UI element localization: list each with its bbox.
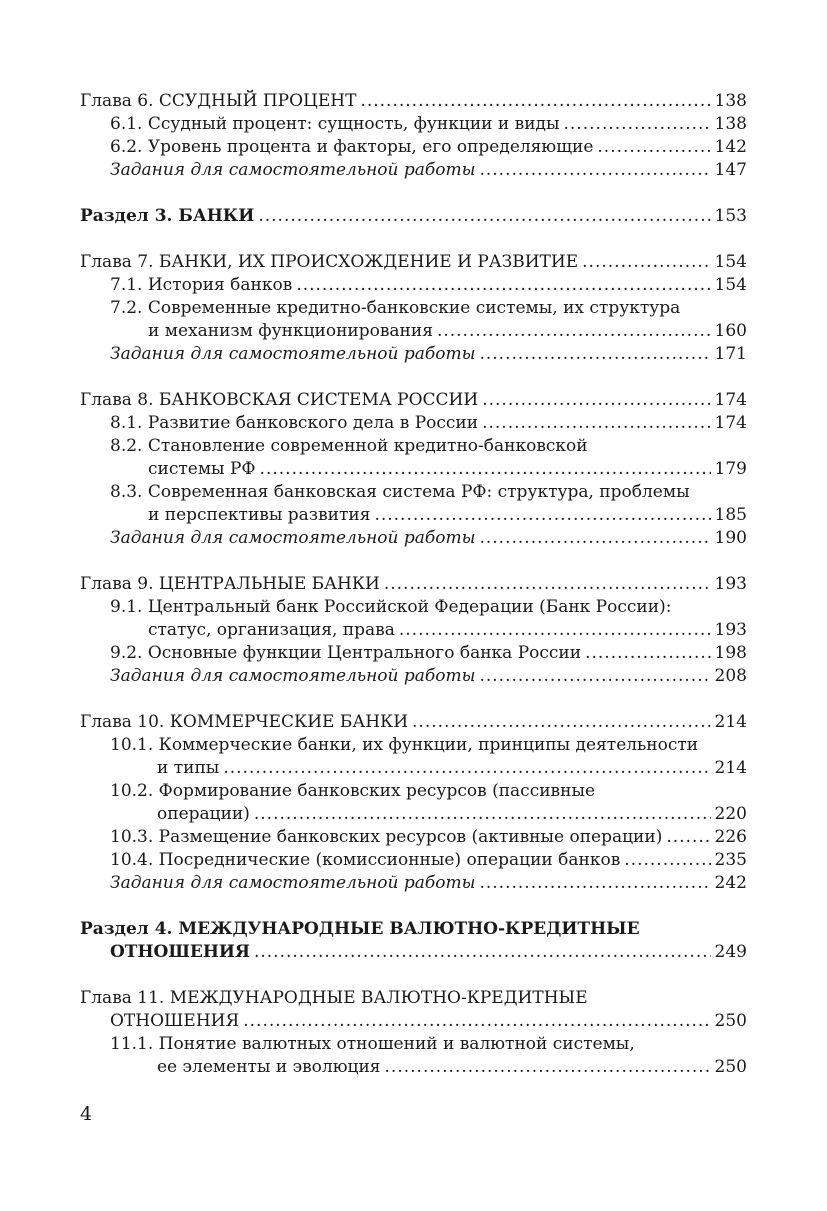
toc-page: 147 <box>714 160 747 180</box>
page-number: 4 <box>80 1103 93 1125</box>
dot-leader <box>666 826 710 849</box>
toc-title: 8.1. Развитие банковского дела в России <box>110 413 479 433</box>
toc-chapter-11-line1[interactable] <box>80 987 747 1010</box>
dot-leader <box>384 573 711 596</box>
dot-leader <box>243 1010 710 1033</box>
toc-page: 154 <box>714 252 747 272</box>
toc-part-4-line1[interactable] <box>80 918 747 941</box>
toc-page: 185 <box>714 505 747 525</box>
toc-title: Глава 7. БАНКИ, ИХ ПРОИСХОЖДЕНИЕ И РАЗВИТИЕ <box>80 252 579 272</box>
toc-section-8-2-line1[interactable] <box>80 435 747 458</box>
spacer <box>80 688 747 711</box>
toc-title: Раздел 3. БАНКИ <box>80 206 255 226</box>
toc-title: и механизм функционирования <box>148 321 433 341</box>
dot-leader <box>479 665 710 688</box>
toc-title: 10.2. Формирование банковских ресурсов (пассивные <box>110 781 596 801</box>
toc-page: 249 <box>714 942 747 962</box>
toc-section-11-1-line2[interactable] <box>80 1056 747 1079</box>
toc-exercises-10[interactable] <box>80 872 747 895</box>
dot-leader <box>254 941 711 964</box>
dot-leader <box>412 711 711 734</box>
toc-page: 193 <box>714 574 747 594</box>
toc-exercises-6[interactable] <box>80 159 747 182</box>
toc-title: системы РФ <box>148 459 256 479</box>
toc-section-10-3[interactable] <box>80 826 747 849</box>
spacer <box>80 228 747 251</box>
toc-title: и перспективы развития <box>148 505 371 525</box>
dot-leader <box>479 872 710 895</box>
toc-section-8-3-line2[interactable] <box>80 504 747 527</box>
toc-page: 190 <box>714 528 747 548</box>
toc-section-11-1-line1[interactable] <box>80 1033 747 1056</box>
dot-leader <box>479 343 710 366</box>
dot-leader <box>360 90 710 113</box>
toc-title: Глава 11. МЕЖДУНАРОДНЫЕ ВАЛЮТНО-КРЕДИТНЫЕ <box>80 988 588 1008</box>
toc-part-3[interactable] <box>80 205 747 228</box>
dot-leader <box>385 1056 711 1079</box>
toc-page: 160 <box>714 321 747 341</box>
toc-title: статус, организация, права <box>148 620 395 640</box>
toc-title: 7.2. Современные кредитно-банковские системы, их структура <box>110 298 681 318</box>
toc-chapter-8[interactable] <box>80 389 747 412</box>
toc-exercises-8[interactable] <box>80 527 747 550</box>
dot-leader <box>624 849 710 872</box>
toc-page: 193 <box>714 620 747 640</box>
spacer <box>80 964 747 987</box>
toc-title: ОТНОШЕНИЯ <box>110 1011 240 1031</box>
dot-leader <box>223 757 710 780</box>
dot-leader <box>374 504 710 527</box>
toc-part-4-line2[interactable] <box>80 941 747 964</box>
toc-title: Задания для самостоятельной работы <box>110 160 476 180</box>
toc-section-8-3-line1[interactable] <box>80 481 747 504</box>
dot-leader <box>437 320 711 343</box>
toc-title: ОТНОШЕНИЯ <box>110 942 250 962</box>
toc-chapter-9[interactable] <box>80 573 747 596</box>
toc-section-9-1-line2[interactable] <box>80 619 747 642</box>
toc-section-10-2-line2[interactable] <box>80 803 747 826</box>
toc-title: Глава 9. ЦЕНТРАЛЬНЫЕ БАНКИ <box>80 574 380 594</box>
dot-leader <box>258 205 710 228</box>
dot-leader <box>582 251 710 274</box>
dot-leader <box>479 527 710 550</box>
toc-page: 154 <box>714 275 747 295</box>
toc-page: 242 <box>714 873 747 893</box>
toc-title: 8.3. Современная банковская система РФ: структура, проблемы <box>110 482 690 502</box>
toc-title: 9.2. Основные функции Центрального банка России <box>110 643 582 663</box>
dot-leader <box>479 159 710 182</box>
toc-page: 208 <box>714 666 747 686</box>
toc-section-10-2-line1[interactable] <box>80 780 747 803</box>
toc-section-7-2-line2[interactable] <box>80 320 747 343</box>
toc-section-10-4[interactable] <box>80 849 747 872</box>
dot-leader <box>564 113 711 136</box>
toc-page: 198 <box>714 643 747 663</box>
toc-page: 138 <box>714 91 747 111</box>
dot-leader <box>254 803 711 826</box>
toc-title: 10.3. Размещение банковских ресурсов (активные операции) <box>110 827 663 847</box>
dot-leader <box>260 458 711 481</box>
toc-page: 142 <box>714 137 747 157</box>
toc-exercises-7[interactable] <box>80 343 747 366</box>
toc-title: 11.1. Понятие валютных отношений и валютной системы, <box>110 1034 635 1054</box>
dot-leader <box>597 136 710 159</box>
toc-title: Задания для самостоятельной работы <box>110 666 476 686</box>
spacer <box>80 895 747 918</box>
toc-title: ее элементы и эволюция <box>157 1057 381 1077</box>
toc-title: и типы <box>157 758 220 778</box>
toc-page: 214 <box>714 712 747 732</box>
toc-page: 226 <box>714 827 747 847</box>
toc-title: Задания для самостоятельной работы <box>110 873 476 893</box>
spacer <box>80 550 747 573</box>
dot-leader <box>585 642 710 665</box>
toc-page: 171 <box>714 344 747 364</box>
toc-section-6-2[interactable] <box>80 136 747 159</box>
toc-title: Задания для самостоятельной работы <box>110 344 476 364</box>
toc-section-10-1-line2[interactable] <box>80 757 747 780</box>
toc-page: 250 <box>714 1011 747 1031</box>
toc-exercises-9[interactable] <box>80 665 747 688</box>
toc-title: Раздел 4. МЕЖДУНАРОДНЫЕ ВАЛЮТНО-КРЕДИТНЫЕ <box>80 919 640 939</box>
dot-leader <box>399 619 711 642</box>
spacer <box>80 366 747 389</box>
toc-section-8-1[interactable] <box>80 412 747 435</box>
toc-section-7-1[interactable] <box>80 274 747 297</box>
toc-title: Глава 6. ССУДНЫЙ ПРОЦЕНТ <box>80 91 357 111</box>
toc-page: 153 <box>714 206 747 226</box>
toc-title: Глава 8. БАНКОВСКАЯ СИСТЕМА РОССИИ <box>80 390 479 410</box>
dot-leader <box>482 389 710 412</box>
toc-title: 8.2. Становление современной кредитно-банковской <box>110 436 588 456</box>
toc-page: 220 <box>714 804 747 824</box>
toc-page: 235 <box>714 850 747 870</box>
toc-title: 9.1. Центральный банк Российской Федерации (Банк России): <box>110 597 672 617</box>
toc-section-9-2[interactable] <box>80 642 747 665</box>
toc-chapter-7[interactable] <box>80 251 747 274</box>
toc-title: операции) <box>157 804 250 824</box>
toc-page: 179 <box>714 459 747 479</box>
toc-page: 214 <box>714 758 747 778</box>
toc-chapter-10[interactable] <box>80 711 747 734</box>
toc-title: 7.1. История банков <box>110 275 293 295</box>
toc-page: 174 <box>714 413 747 433</box>
table-of-contents <box>80 90 747 1079</box>
dot-leader <box>482 412 710 435</box>
toc-chapter-11-line2[interactable] <box>80 1010 747 1033</box>
toc-section-6-1[interactable] <box>80 113 747 136</box>
toc-title: 10.4. Посреднические (комиссионные) операции банков <box>110 850 621 870</box>
toc-page: 138 <box>714 114 747 134</box>
toc-section-7-2-line1[interactable] <box>80 297 747 320</box>
toc-title: 6.2. Уровень процента и факторы, его определяющие <box>110 137 594 157</box>
toc-title: 6.1. Ссудный процент: сущность, функции и виды <box>110 114 560 134</box>
toc-section-10-1-line1[interactable] <box>80 734 747 757</box>
toc-title: Задания для самостоятельной работы <box>110 528 476 548</box>
toc-page: 250 <box>714 1057 747 1077</box>
toc-title: Глава 10. КОММЕРЧЕСКИЕ БАНКИ <box>80 712 409 732</box>
toc-section-9-1-line1[interactable] <box>80 596 747 619</box>
toc-page: 174 <box>714 390 747 410</box>
toc-section-8-2-line2[interactable] <box>80 458 747 481</box>
toc-title: 10.1. Коммерческие банки, их функции, принципы деятельности <box>110 735 699 755</box>
spacer <box>80 182 747 205</box>
dot-leader <box>296 274 710 297</box>
toc-chapter-6[interactable] <box>80 90 747 113</box>
